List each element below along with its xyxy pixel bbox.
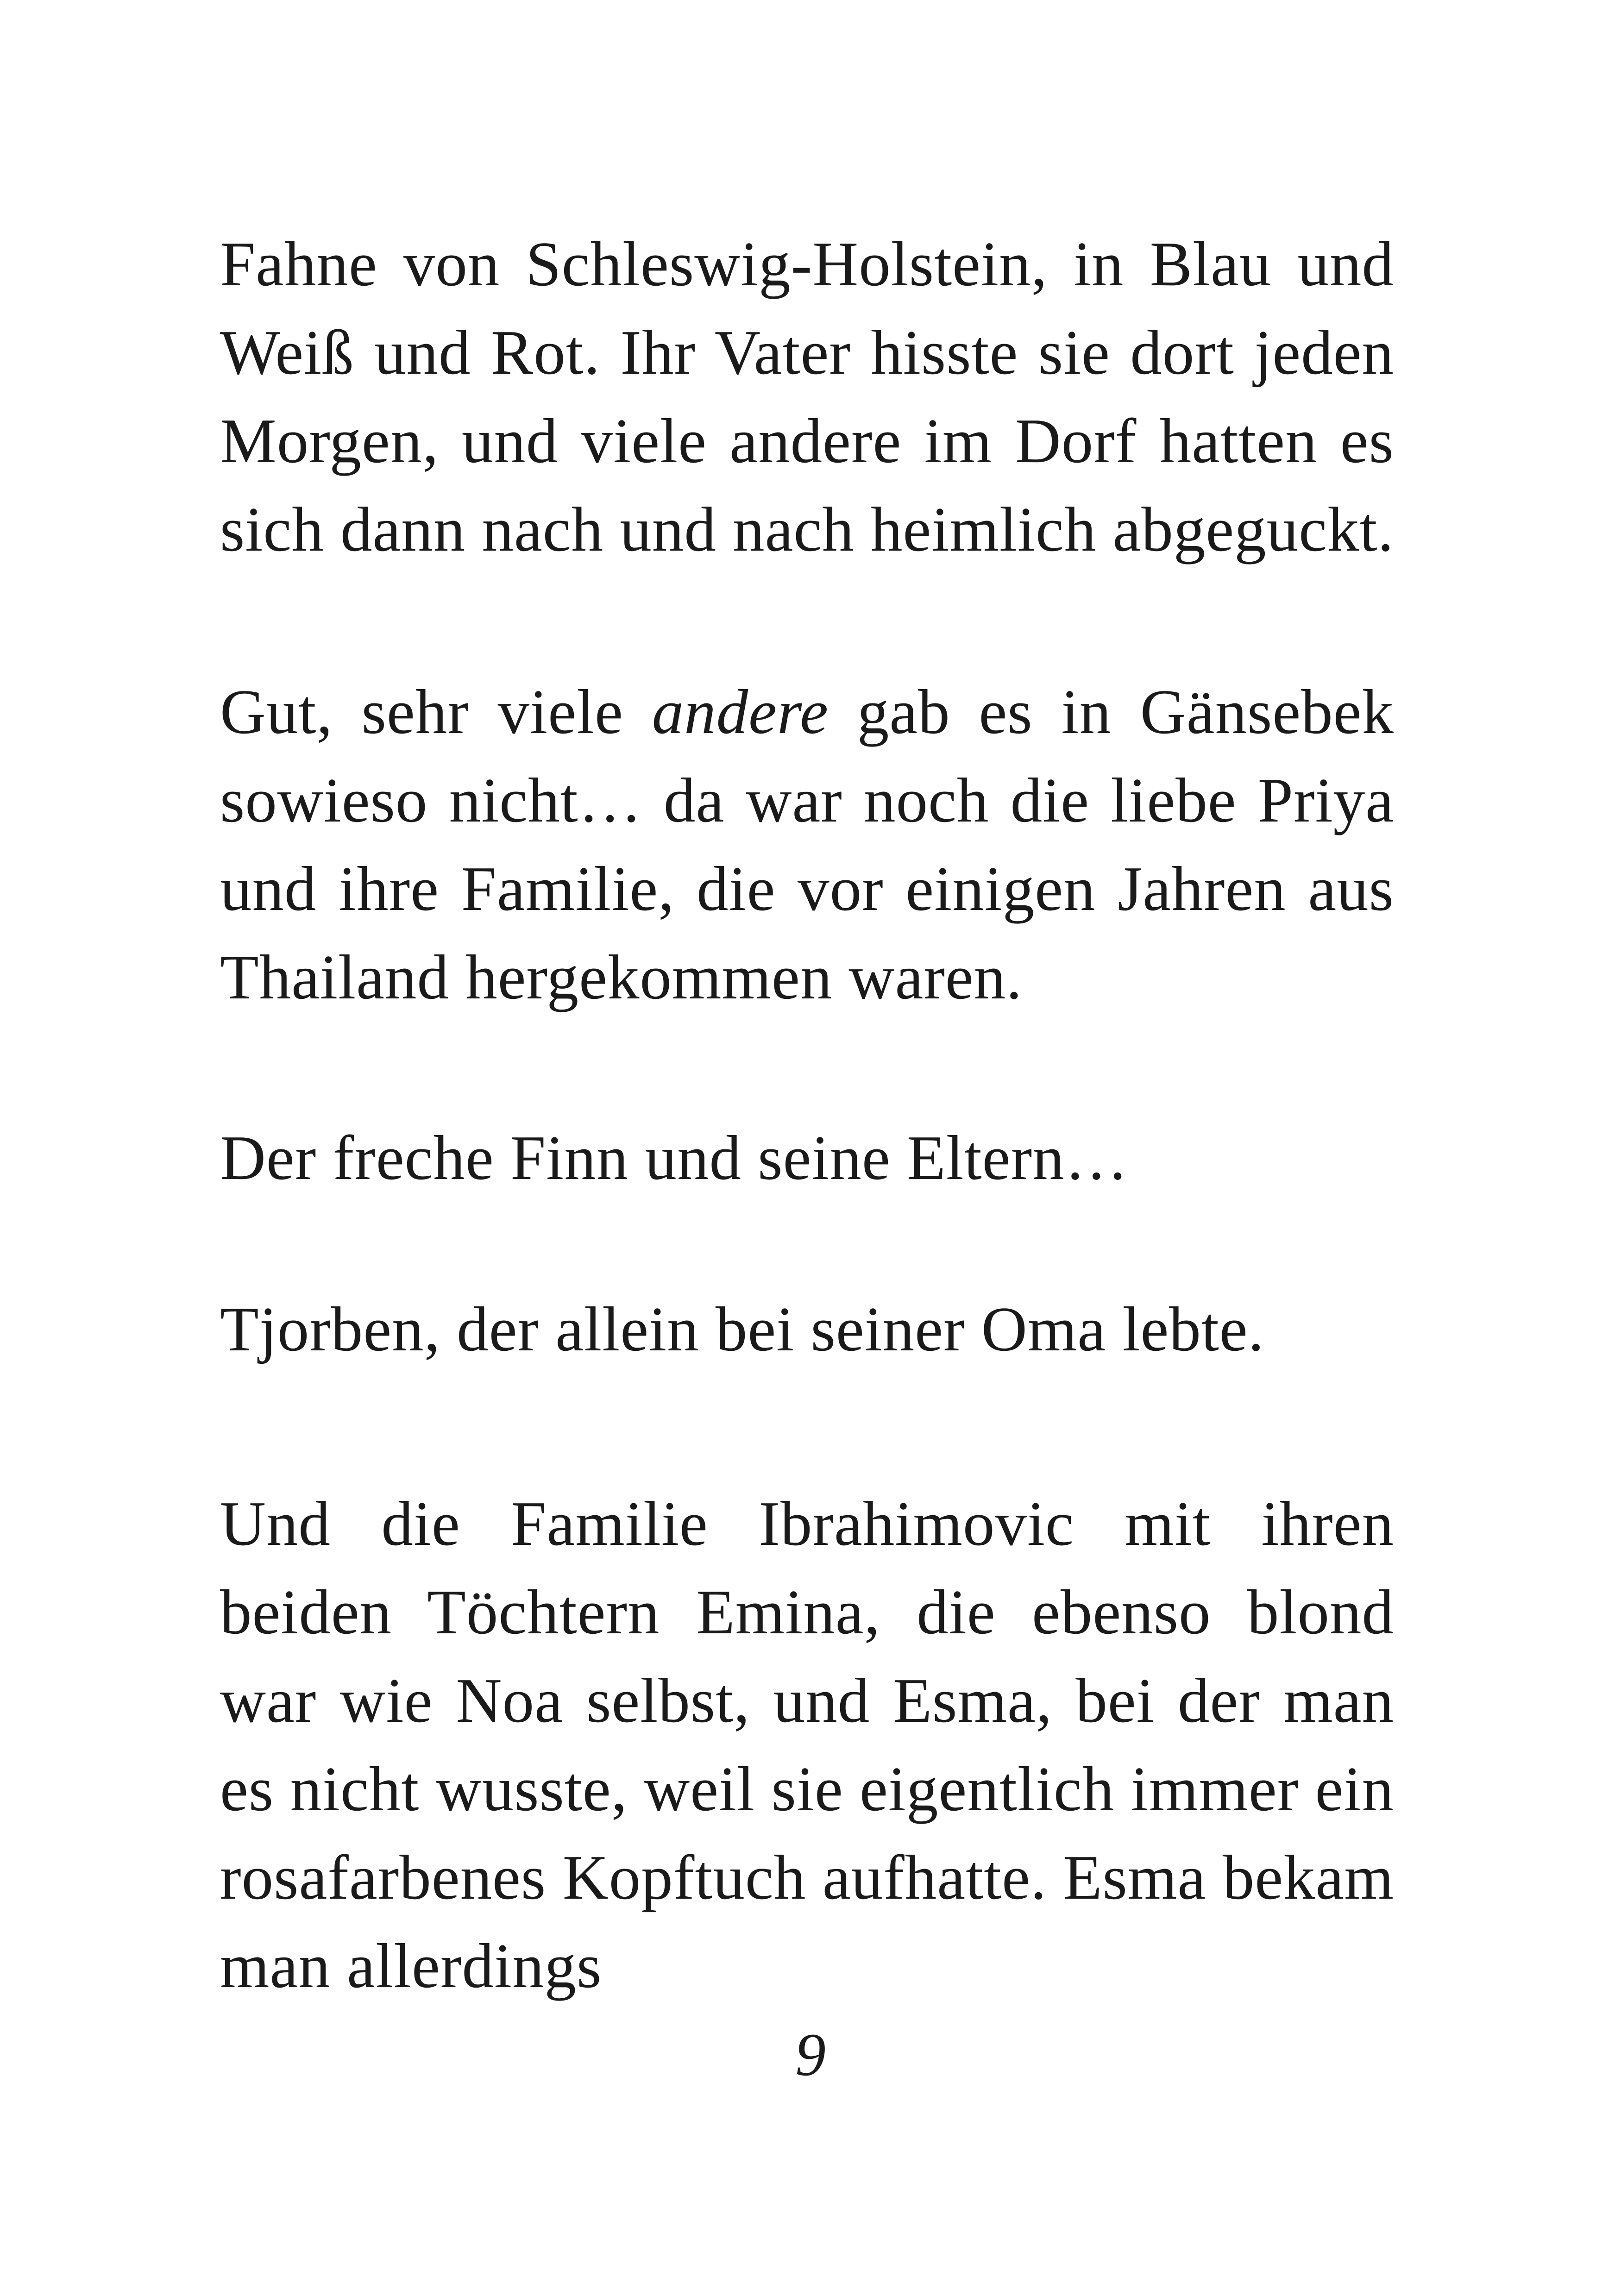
paragraph-text: Tjorben, der allein bei seiner Oma lebte. — [220, 1294, 1264, 1364]
paragraph-text-before: Gut, sehr viele — [220, 677, 652, 747]
paragraph-ibrahimovic — [220, 1480, 1394, 2010]
paragraph-text: Fahne von Schleswig-Holstein, in Blau und Weiß und Rot. Ihr Vater hisste sie dort jeden Morgen, und viele andere im Dorf hatten es sich dann nach und nach heimlich abgeguckt. — [220, 229, 1394, 565]
paragraph-flag — [220, 220, 1394, 574]
paragraph-text-after: gab es in Gänsebek sowieso nicht… da war noch die liebe Priya und ihre Familie, die vor einigen Jahren aus Thailand hergekommen waren. — [220, 677, 1395, 1012]
page-number: 9 — [795, 2020, 826, 2089]
paragraph-text — [220, 668, 1394, 1022]
paragraph-tjorben — [220, 1285, 1394, 1374]
paragraph-text: Und die Familie Ibrahimovic mit ihren beiden Töchtern Emina, die ebenso blond war wie Noa selbst, und Esma, bei der man es nicht wusste, weil sie eigentlich immer ein rosafarbenes Kopftuch aufhatte. Esma bekam man allerdings — [220, 1488, 1394, 2001]
paragraph-text: Der freche Finn und seine Eltern… — [220, 1123, 1129, 1193]
paragraph-finn — [220, 1114, 1394, 1202]
paragraph-others — [220, 668, 1394, 1022]
emphasized-word: andere — [652, 677, 829, 747]
